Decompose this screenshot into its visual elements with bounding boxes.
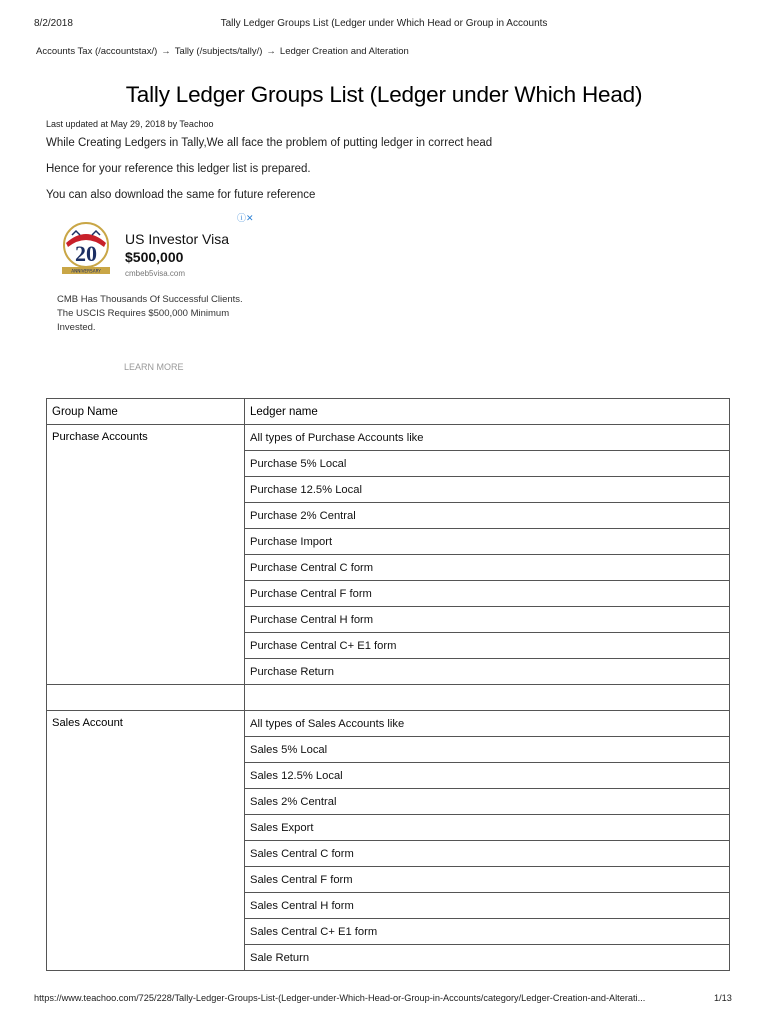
page-title: Tally Ledger Groups List (Ledger under Which Head) [125,82,643,107]
anniversary-logo-icon [58,221,114,283]
learn-more-button[interactable]: LEARN MORE [124,362,184,372]
breadcrumb-separator: → [266,46,276,57]
ledger-name-cell: Sales Export [245,815,730,841]
ledger-name-cell: Sales Central C+ E1 form [245,919,730,945]
ledger-name-cell: Purchase Central H form [245,607,730,633]
breadcrumb-item-tally[interactable]: Tally (/subjects/tally/) [174,46,263,57]
ledger-name-cell: Purchase Return [245,659,730,685]
ad-title[interactable]: US Investor Visa $500,000 [125,231,230,265]
last-updated: Last updated at May 29, 2018 by Teachoo [46,119,214,129]
print-page-number: 1/13 [714,993,732,1003]
ledger-groups-table [46,398,730,971]
ledger-name-cell: All types of Purchase Accounts like [245,425,730,451]
ledger-name-cell: All types of Sales Accounts like [245,711,730,737]
breadcrumb-item-ledger-creation[interactable]: Ledger Creation and Alteration [279,46,409,57]
ledger-name-cell: Sales Central F form [245,867,730,893]
empty-cell [245,685,730,711]
breadcrumb-item-accounts-tax[interactable]: Accounts Tax (/accountstax/) [36,46,158,57]
empty-cell [47,685,245,711]
adchoices-icon[interactable]: ⓘ✕ [237,213,254,223]
breadcrumb [36,46,409,57]
ledger-name-cell: Purchase Central F form [245,581,730,607]
intro-paragraph: You can also download the same for future reference [46,189,316,201]
ledger-name-cell: Sales 12.5% Local [245,763,730,789]
print-date: 8/2/2018 [34,18,73,29]
group-name-cell: Purchase Accounts [47,425,245,685]
ledger-name-cell: Sales 2% Central [245,789,730,815]
table-row [47,425,730,451]
table-row [47,711,730,737]
ad-description: CMB Has Thousands Of Successful Clients. The USCIS Requires $500,000 Minimum Invested. [57,294,243,333]
ad-domain: cmbeb5visa.com [125,269,186,278]
ledger-name-cell: Purchase 5% Local [245,451,730,477]
table-body [47,425,730,971]
group-name-cell: Sales Account [47,711,245,971]
ledger-name-cell: Purchase Import [245,529,730,555]
ledger-name-cell: Purchase 12.5% Local [245,477,730,503]
intro-paragraph: While Creating Ledgers in Tally,We all face the problem of putting ledger in correct head [46,137,493,149]
ledger-name-cell: Purchase 2% Central [245,503,730,529]
breadcrumb-separator: → [161,46,171,57]
column-header-group-name: Group Name [47,399,245,425]
ledger-name-cell: Sale Return [245,945,730,971]
print-footer-url: https://www.teachoo.com/725/228/Tally-Ledger-Groups-List-(Ledger-under-Which-Head-or-Group-in-Accounts/category/Ledger-Creation-and-Alterati... [34,993,646,1003]
print-page-title: Tally Ledger Groups List (Ledger under Which Head or Group in Accounts [220,18,548,29]
svg-text:ANNIVERSARY: ANNIVERSARY [71,268,101,274]
ledger-name-cell: Sales 5% Local [245,737,730,763]
empty-separator-row [47,685,730,711]
ledger-name-cell: Purchase Central C+ E1 form [245,633,730,659]
intro-paragraph: Hence for your reference this ledger list is prepared. [46,163,311,175]
column-header-ledger-name: Ledger name [245,399,730,425]
table-header-row [47,399,730,425]
svg-text:20: 20 [75,241,97,266]
ledger-name-cell: Sales Central C form [245,841,730,867]
ledger-name-cell: Purchase Central C form [245,555,730,581]
ledger-name-cell: Sales Central H form [245,893,730,919]
